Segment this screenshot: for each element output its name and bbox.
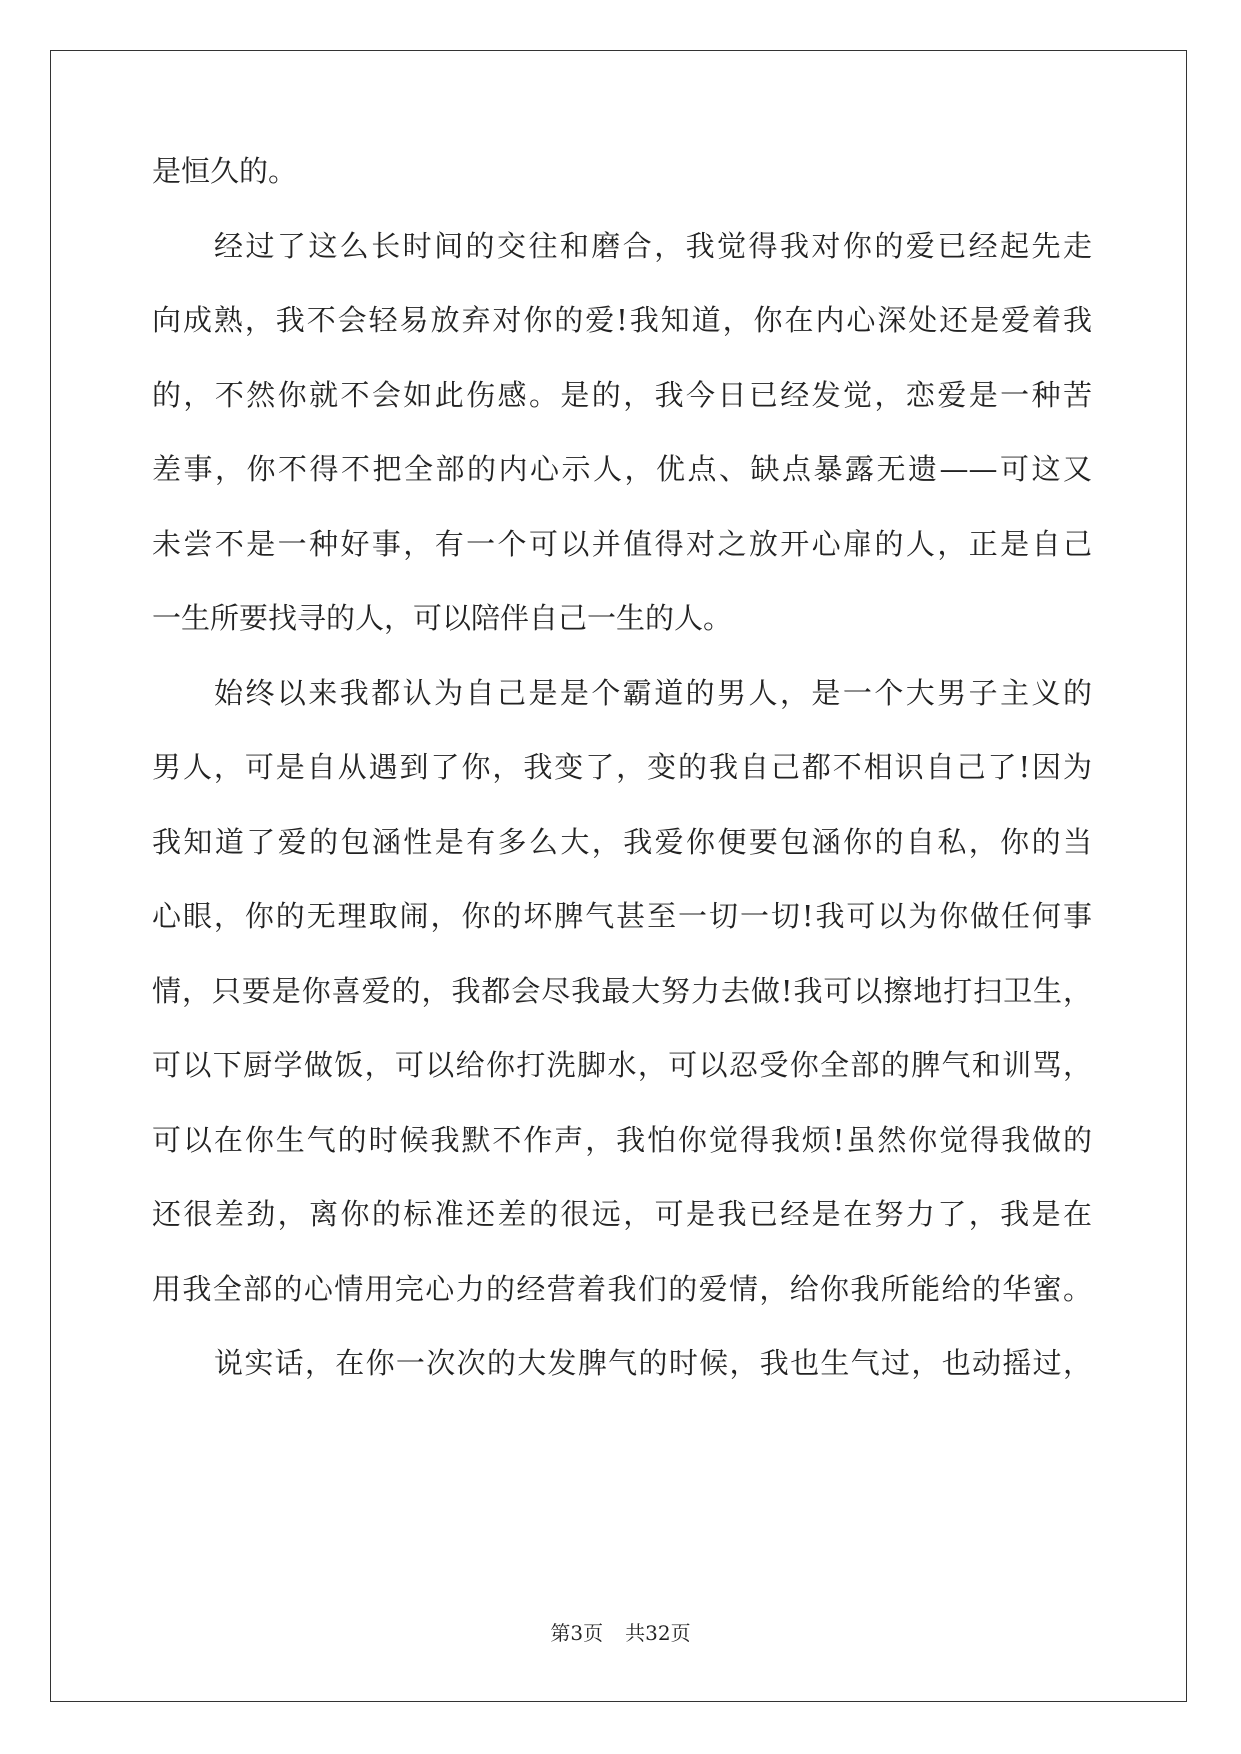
text-line: 还很差劲，离你的标准还差的很远，可是我已经是在努力了，我是在 [152,1197,1092,1231]
text-line: 一生所要找寻的人，可以陪伴自己一生的人。 [152,601,733,635]
text-line: 男人，可是自从遇到了你，我变了，变的我自己都不相识自己了!因为 [152,750,1092,784]
page-border [50,50,1187,1702]
text-line: 始终以来我都认为自己是是个霸道的男人，是一个大男子主义的 [214,676,1092,710]
page-footer [0,1620,1241,1646]
text-line: 的，不然你就不会如此伤感。是的，我今日已经发觉，恋爱是一种苦 [152,378,1092,412]
text-line: 可以在你生气的时候我默不作声，我怕你觉得我烦!虽然你觉得我做的 [152,1123,1092,1157]
page-total: 共32页 [625,1621,691,1645]
text-line: 用我全部的心情用完心力的经营着我们的爱情，给你我所能给的华蜜。 [152,1272,1092,1306]
text-line: 未尝不是一种好事，有一个可以并值得对之放开心扉的人，正是自己 [152,527,1092,561]
text-line: 可以下厨学做饭，可以给你打洗脚水，可以忍受你全部的脾气和训骂， [152,1048,1092,1082]
page-number: 第3页 [550,1621,604,1645]
text-line: 说实话，在你一次次的大发脾气的时候，我也生气过，也动摇过， [214,1346,1092,1380]
text-line: 心眼，你的无理取闹，你的坏脾气甚至一切一切!我可以为你做任何事 [152,899,1092,933]
text-line: 情，只要是你喜爱的，我都会尽我最大努力去做!我可以擦地打扫卫生， [152,974,1092,1008]
text-line: 向成熟，我不会轻易放弃对你的爱!我知道，你在内心深处还是爱着我 [152,303,1092,337]
text-line: 经过了这么长时间的交往和磨合，我觉得我对你的爱已经起先走 [214,229,1092,263]
text-line: 是恒久的。 [152,154,298,188]
text-line: 差事，你不得不把全部的内心示人，优点、缺点暴露无遗——可这又 [152,452,1092,486]
text-line: 我知道了爱的包涵性是有多么大，我爱你便要包涵你的自私，你的当 [152,825,1092,859]
